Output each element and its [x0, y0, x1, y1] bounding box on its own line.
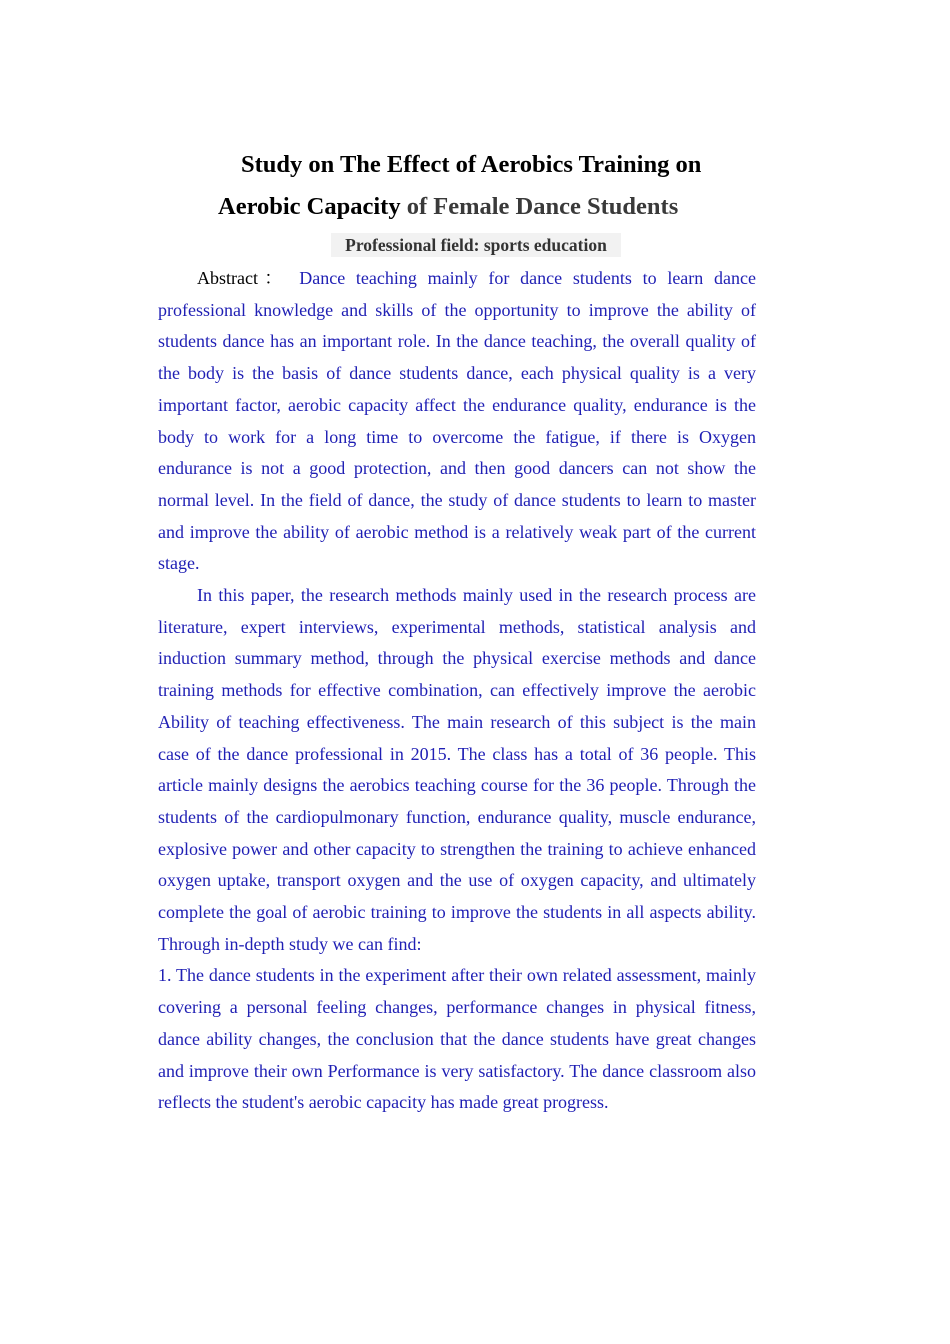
- paper-title-line-2-part-1: Aerobic Capacity: [218, 193, 401, 220]
- abstract-label: Abstract：: [197, 268, 300, 288]
- abstract-paragraph-1-text: Dance teaching mainly for dance students to learn dance professional knowledge and skills of the opportunity to improve the ability of students dance has an important role. In the dance teaching, the overall quality of the body is the basis of dance students dance, each physical quality is a very important factor, aerobic capacity affect the endurance quality, endurance is the body to work for a long time to overcome the fatigue, if there is Oxygen endurance is not a good protection, and then good dancers can not show the normal level. In the field of dance, the study of dance students to learn to master and improve the ability of aerobic method is a relatively weak part of the current stage.: [158, 268, 757, 574]
- paper-title-line-2-part-2: of Female Dance Students: [400, 193, 679, 220]
- abstract-paragraph-2: In this paper, the research methods mainly used in the research process are literature, expert interviews, experimental methods, statistical analysis and induction summary method, through the physical exercise methods and dance training methods for effective combination, can effectively improve the aerobic Ability of teaching effectiveness. The main research of this subject is the main case of the dance professional in 2015. The class has a total of 36 people. This article mainly designs the aerobics teaching course for the 36 people. Through the students of the cardiopulmonary function, endurance quality, muscle endurance, explosive power and other capacity to strengthen the training to achieve enhanced oxygen uptake, transport oxygen and the use of oxygen capacity, and ultimately complete the goal of aerobic training to improve the students in all aspects ability. Through in-depth study we can find:: [158, 585, 756, 954]
- paper-title-line-1: Study on The Effect of Aerobics Training on: [241, 151, 702, 178]
- paper-title-line-2: [218, 192, 678, 222]
- abstract-body: [158, 263, 756, 1119]
- professional-field: Professional field: sports education: [331, 233, 621, 257]
- abstract-paragraph-1: [158, 263, 756, 580]
- finding-item-1: 1. The dance students in the experiment after their own related assessment, mainly covering a personal feeling changes, performance changes in physical fitness, dance ability changes, the conclusion that the dance students have great changes and improve their own Performance is very satisfactory. The dance classroom also reflects the student's aerobic capacity has made great progress.: [158, 965, 756, 1113]
